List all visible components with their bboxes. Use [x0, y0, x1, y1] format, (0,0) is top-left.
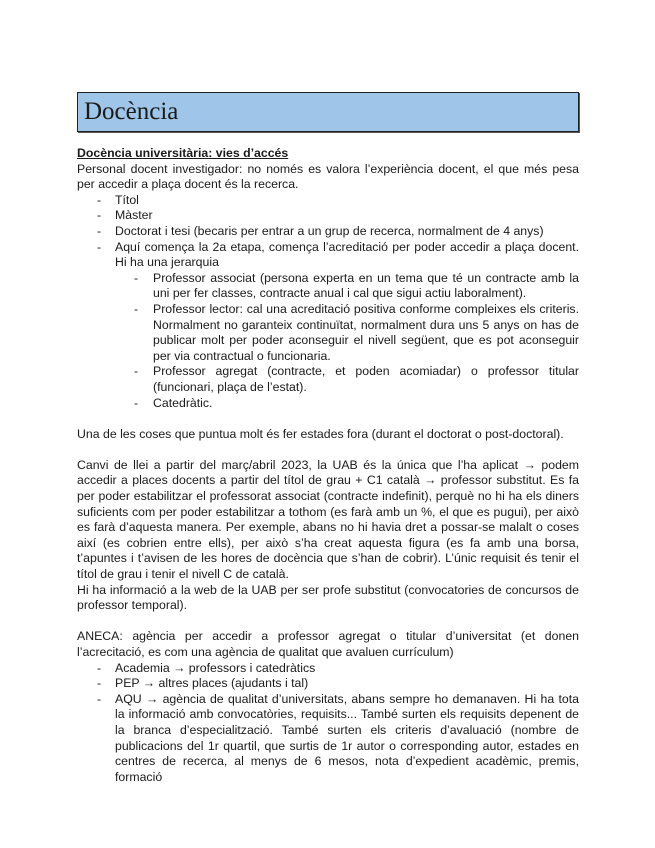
list-item-text: Catedràtic.	[153, 395, 213, 410]
bullet-dash-icon: -	[134, 395, 139, 410]
bullet-dash-icon: -	[97, 660, 102, 675]
list-item	[115, 364, 579, 395]
paragraph-spacer	[77, 442, 579, 458]
document-body	[77, 146, 579, 785]
intro-paragraph: Personal docent investigador: no només es valora l’experiència docent, el que més pesa per accedir a plaça docent és la recerca.	[77, 161, 579, 192]
list-item-text: Professor agregat (contracte, et poden acomiadar) o professor titular (funcionari, plaça de l’estat).	[153, 364, 579, 394]
list-item-text: AQU → agència de qualitat d’universitats, abans sempre ho demanaven. Hi ha tota la informació amb convocatòries, requisits... També surten els requisits depenent de la branca d’especialització. També surten els criteris d’avaluació (nombre de publicacions del 1r quartil, que surtis de 1r autor o corresponding autor, estades en centres de recerca, al menys de 6 mesos, nota d’expedient acadèmic, premis, formació	[115, 691, 579, 784]
list-item-text: PEP → altres places (ajudants i tal)	[115, 676, 309, 691]
list-item	[115, 271, 579, 302]
bullet-dash-icon: -	[134, 270, 139, 285]
list-item	[115, 302, 579, 364]
list-item	[77, 208, 579, 224]
document-page	[77, 92, 579, 785]
list-item-text: Màster	[115, 208, 153, 223]
list-item	[77, 193, 579, 209]
paragraph-spacer	[77, 411, 579, 427]
list-item	[77, 676, 579, 692]
page-title: Docència	[77, 92, 579, 132]
list-item-text: Academia → professors i catedràtics	[115, 660, 316, 675]
aneca-paragraph: ANECA: agència per accedir a professor agregat o titular d’universitat (et donen l’acrecitació, es com una agència de qualitat que avaluen currículum)	[77, 629, 579, 659]
bullet-dash-icon: -	[97, 223, 102, 238]
list-item-text: Professor lector: cal una acreditació positiva conforme compleixes els criteris. Normalment no garanteix continuïtat, normalment dura uns 5 anys on has de publicar molt per poder aconseguir el nivell següent, que es pot aconseguir per via contractual o funcionaria.	[153, 301, 579, 363]
list-item	[77, 224, 579, 240]
list-item-text: Doctorat i tesi (becaris per entrar a un grup de recerca, normalment de 4 anys)	[115, 223, 544, 238]
paragraph-spacer	[77, 614, 579, 630]
section-heading: Docència universitària: vies d’accés	[77, 146, 289, 160]
agency-list	[77, 661, 579, 786]
bullet-dash-icon: -	[134, 301, 139, 316]
hierarchy-list	[115, 271, 579, 411]
bullet-dash-icon: -	[97, 239, 102, 254]
bullet-dash-icon: -	[97, 676, 102, 691]
bullet-dash-icon: -	[97, 208, 102, 223]
career-path-list	[77, 193, 579, 411]
bullet-dash-icon: -	[134, 364, 139, 379]
list-item	[77, 240, 579, 412]
list-item	[115, 396, 579, 412]
list-item-text: Professor associat (persona experta en un tema que té un contracte amb la uni per fer classes, contracte anual i cal que sigui actiu laboralment).	[153, 270, 579, 301]
list-item-text: Aquí comença la 2a etapa, comença l’acreditació per poder accedir a plaça docent. Hi ha una jerarquia	[115, 239, 579, 270]
list-item	[77, 661, 579, 677]
list-item	[77, 692, 579, 786]
estades-paragraph: Una de les coses que puntua molt és fer estades fora (durant el doctorat o post-doctoral).	[77, 426, 564, 441]
law-change-paragraph: Canvi de llei a partir del març/abril 2023, la UAB és la única que l’ha aplicat → podem accedir a places docents a partir del títol de grau + C1 català → professor substitut. Es fa per poder estabilitzar el professorat associat (contracte indefinit), perquè no hi ha els diners suficients com per poder estabilitzar a tothom (es farà amb un %, el que es pugui), per això es farà d’aquesta manera. Per exemple, abans no hi havia dret a possar-se malalt o coses així (es cobrien entre ells), per això s’ha creat aquesta figura (es fa amb una borsa, t’apuntes i t’avisen de les hores de docència que s’han de cobrir). L’únic requisit és tenir el títol de grau i tenir el nivell C de català.	[77, 457, 579, 582]
list-item-text: Títol	[115, 192, 139, 207]
bullet-dash-icon: -	[97, 192, 102, 207]
bullet-dash-icon: -	[97, 691, 102, 706]
uab-info-paragraph: Hi ha informació a la web de la UAB per ser profe substitut (convocatories de concursos de professor temporal).	[77, 582, 579, 613]
